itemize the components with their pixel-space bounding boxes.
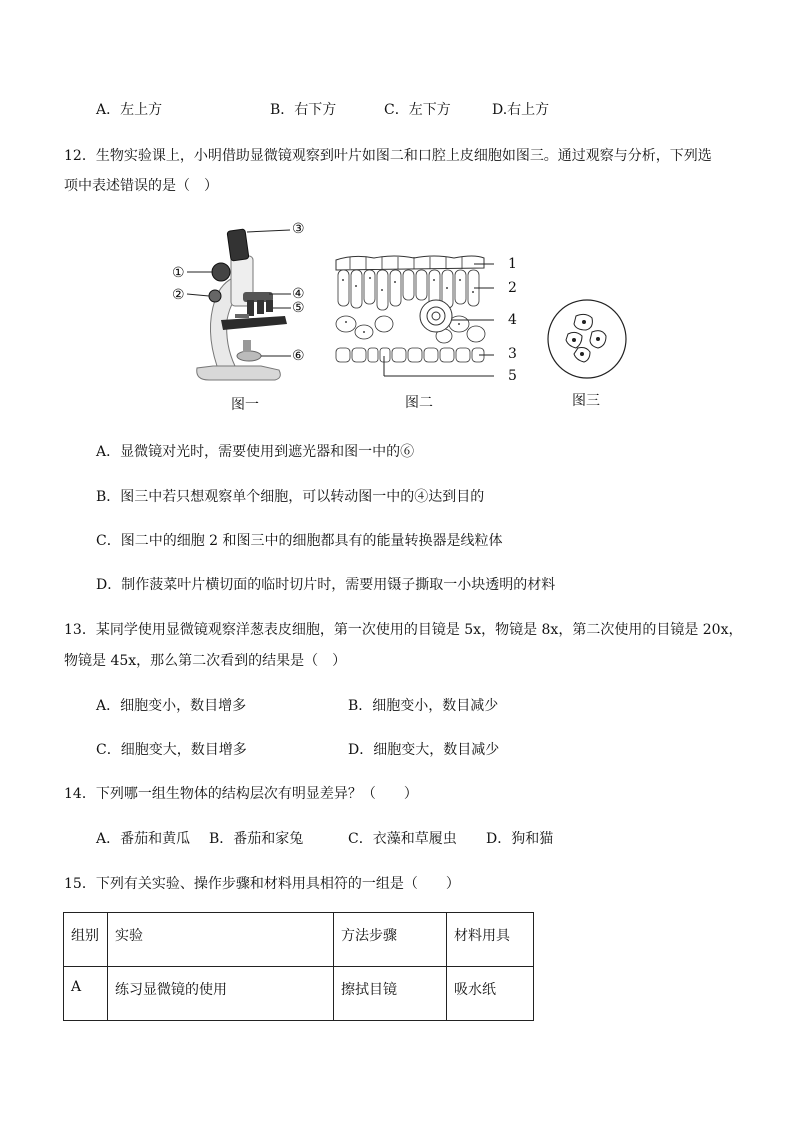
q14-option-b: B．番茄和家兔 (209, 831, 304, 847)
q14-option-a: A．番茄和黄瓜 (96, 831, 191, 847)
microscope-label-2: ② (172, 287, 185, 303)
q12-option-a: A．显微镜对光时，需要使用到遮光器和图一中的⑥ (96, 444, 415, 460)
q15-stem: 15．下列有关实验、操作步骤和材料用具相符的一组是（ ） (64, 876, 460, 892)
q12-option-c: C．图二中的细胞 2 和图三中的细胞都具有的能量转换器是线粒体 (96, 533, 503, 549)
q12-option-d: D．制作菠菜叶片横切面的临时切片时，需要用镊子撕取一小块透明的材料 (96, 577, 556, 593)
header-method: 方法步骤 (334, 913, 447, 967)
cell-experiment: 练习显微镜的使用 (108, 967, 334, 1021)
cheek-cells-figure (546, 298, 628, 380)
cell-group: A (64, 967, 108, 1021)
leaf-label-3: 3 (508, 346, 517, 362)
microscope-label-3: ③ (292, 221, 305, 237)
q11-option-a: A．左上方 (96, 102, 163, 118)
table-row (64, 967, 534, 1021)
cell-method: 擦拭目镜 (334, 967, 447, 1021)
q14-stem: 14．下列哪一组生物体的结构层次有明显差异？（ ） (64, 786, 418, 802)
header-group: 组别 (64, 913, 108, 967)
q12-stem-line1: 12．生物实验课上，小明借助显微镜观察到叶片如图二和口腔上皮细胞如图三。通过观察与分析，下列选 (64, 148, 712, 164)
leaf-section-figure (334, 252, 494, 382)
header-experiment: 实验 (108, 913, 334, 967)
q13-option-c: C．细胞变大，数目增多 (96, 742, 247, 758)
q15-table (63, 912, 534, 1021)
q12-stem-line2: 项中表述错误的是（ ） (64, 178, 218, 194)
q14-option-d: D．狗和猫 (486, 831, 554, 847)
figure-1-caption: 图一 (231, 397, 259, 413)
q13-stem-line1: 13．某同学使用显微镜观察洋葱表皮细胞，第一次使用的目镜是 5x，物镜是 8x，第二次使用的目镜是 20x， (64, 622, 743, 638)
q13-option-b: B．细胞变小，数目减少 (348, 698, 499, 714)
cell-materials: 吸水纸 (447, 967, 534, 1021)
q11-option-c: C．左下方 (384, 102, 451, 118)
figure-2-caption: 图二 (405, 395, 433, 411)
leaf-label-2: 2 (508, 280, 517, 296)
leaf-label-4: 4 (508, 312, 517, 328)
figure-3-caption: 图三 (572, 393, 600, 409)
q12-option-b: B．图三中若只想观察单个细胞，可以转动图一中的④达到目的 (96, 489, 485, 505)
microscope-label-1: ① (172, 265, 185, 281)
table-header-row (64, 913, 534, 967)
q13-option-a: A．细胞变小，数目增多 (96, 698, 247, 714)
microscope-label-5: ⑤ (292, 300, 305, 316)
microscope-label-6: ⑥ (292, 348, 305, 364)
q14-option-c: C．衣藻和草履虫 (348, 831, 457, 847)
header-materials: 材料用具 (447, 913, 534, 967)
q13-option-d: D．细胞变大，数目减少 (348, 742, 500, 758)
q11-option-d: D.右上方 (492, 102, 550, 118)
leaf-label-1: 1 (508, 256, 517, 272)
leaf-label-5: 5 (508, 368, 517, 384)
microscope-label-4: ④ (292, 286, 305, 302)
q11-option-b: B．右下方 (270, 102, 337, 118)
q13-stem-line2: 物镜是 45x，那么第二次看到的结果是（ ） (64, 653, 347, 669)
